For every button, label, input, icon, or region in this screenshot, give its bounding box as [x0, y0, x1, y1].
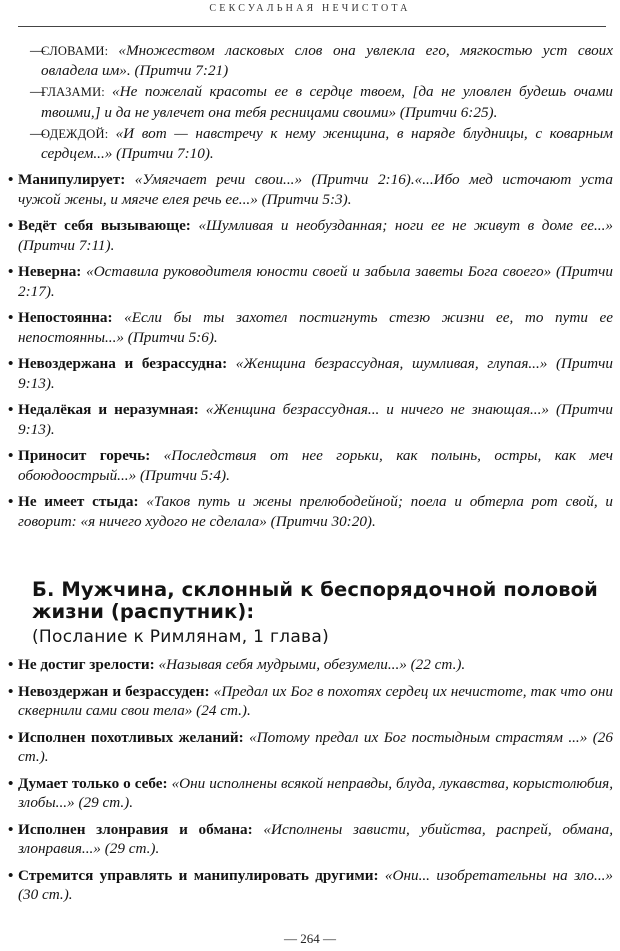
section-subtitle: (Послание к Римлянам, 1 глава): [32, 627, 330, 648]
list-item: [8, 492, 613, 531]
item-quote: «Предал их Бог в похотях сердец их нечистоте, так что они сквернили сами свои тела» (24 ст.).: [18, 682, 613, 720]
list-item: [8, 728, 613, 767]
sub-item-quote: «Не пожелай красоты ее в сердце твоем, [да не уловлен будешь очами твоими,] и да не увлечет она тебя ресницами своими» (Притчи 6:25).: [41, 83, 614, 121]
item-quote: «Они исполнены всякой неправды, блуда, лукавства, корыстолюбия, злобы...» (29 ст.).: [18, 774, 614, 812]
bullet: •: [8, 263, 14, 281]
sub-item-quote: «Множеством ласковых слов она увлекла его, мягкостью уст своих овладела им». (Притчи 7:21): [41, 42, 613, 80]
list-item: [8, 866, 613, 905]
item-term: Не имеет стыда:: [18, 493, 147, 511]
item-term: Не достиг зрелости:: [18, 656, 159, 674]
item-term: Ведёт себя вызывающе:: [18, 217, 199, 235]
item-quote: «Женщина безрассудная... и ничего не знающая...» (Притчи 9:13).: [18, 401, 613, 438]
list-item: [8, 216, 613, 255]
bullet: •: [8, 774, 14, 792]
page-number: — 264 —: [284, 931, 336, 946]
header-rule: [18, 26, 606, 27]
item-quote: «Таков путь и жены прелюбодейной; поела и обтерла рот свой, и говорит: «я ничего худого не сделала» (Притчи 30:20).: [18, 493, 613, 530]
bullet: •: [8, 355, 14, 373]
item-quote: «Оставила руководителя юности своей и забыла заветы Бога своего» (Притчи 2:17).: [18, 263, 613, 300]
item-term: Манипулирует:: [18, 171, 135, 189]
list-item: [8, 446, 613, 485]
bullet: •: [8, 447, 14, 465]
item-quote: «Исполнены зависти, убийства, распрей, обмана, злонравия...» (29 ст.).: [18, 820, 613, 858]
item-term: Невоздержана и безрассудна:: [18, 355, 236, 373]
item-quote: «Женщина безрассудная, шумливая, глупая...» (Притчи 9:13).: [18, 355, 613, 392]
sub-item-term: ГЛАЗАМИ:: [41, 85, 113, 100]
item-term: Стремится управлять и манипулировать другими:: [18, 866, 385, 884]
item-term: Думает только о себе:: [18, 774, 172, 792]
item-quote: «Они... изобретательны на зло...» (30 ст.).: [18, 866, 614, 904]
item-term: Приносит горечь:: [18, 447, 164, 465]
item-quote: «Последствия от нее горьки, как полынь, остры, как меч обоюдоострый...» (Притчи 5:4).: [18, 447, 613, 484]
list-item: [8, 820, 613, 859]
item-quote: «Называя себя мудрыми, обезумели...» (22 ст.).: [158, 656, 466, 674]
bullet: •: [8, 309, 14, 327]
sub-item-term: СЛОВАМИ:: [41, 44, 119, 58]
bullet: •: [8, 217, 14, 235]
bullet: •: [8, 682, 14, 700]
list-item: [8, 354, 613, 393]
page-content: [8, 41, 613, 912]
sub-item-quote: «И вот — навстречу к нему женщина, в наряде блудницы, с коварным сердцем...» (Притчи 7:10).: [41, 124, 613, 163]
item-quote: «Умягчает речи свои...» (Притчи 2:16).«...Ибо мед источают уста чужой жены, и мягче елея речь ее...» (Притчи 5:3).: [18, 171, 613, 208]
list-item: [8, 682, 613, 721]
bullet: •: [8, 866, 14, 884]
section-title: Б. Мужчина, склонный к беспорядочной половой жизни (распутник):: [32, 578, 598, 624]
item-term: Исполнен похотливых желаний:: [18, 728, 250, 746]
item-quote: «Шумливая и необузданная; ноги ее не живут в доме ее...» (Притчи 7:11).: [18, 217, 613, 254]
sub-item-clothing: [8, 124, 613, 163]
item-term: Неверна:: [18, 263, 87, 281]
dash: —: [30, 42, 46, 59]
item-term: Непостоянна:: [18, 309, 125, 327]
sub-item-words: [8, 41, 613, 80]
sub-item-term: ОДЕЖДОЙ:: [41, 126, 116, 141]
bullet: •: [8, 728, 14, 746]
item-quote: «Если бы ты захотел постигнуть стезю жизни ее, то пути ее непостоянны...» (Притчи 5:6).: [18, 309, 613, 346]
list-item: [8, 655, 613, 675]
bullet: •: [8, 493, 14, 511]
list-item: [8, 262, 613, 301]
bullet: •: [8, 171, 14, 189]
dash: —: [30, 83, 46, 101]
item-term: Невоздержан и безрассуден:: [18, 682, 214, 700]
list-item: [8, 308, 613, 347]
sub-item-eyes: [8, 82, 613, 121]
item-term: Недалёкая и неразумная:: [18, 401, 206, 419]
item-quote: «Потому предал их Бог постыдным страстям ...» (26 ст.).: [18, 728, 613, 766]
bullet: •: [8, 401, 14, 419]
dash: —: [30, 124, 46, 142]
item-term: Исполнен злонравия и обмана:: [18, 820, 264, 838]
list-item: [8, 400, 613, 439]
bullet: •: [8, 656, 14, 674]
list-item: [8, 774, 613, 813]
bullet: •: [8, 820, 14, 838]
running-head: СЕКСУАЛЬНАЯ НЕЧИСТОТА: [209, 3, 411, 14]
list-item: [8, 170, 613, 209]
